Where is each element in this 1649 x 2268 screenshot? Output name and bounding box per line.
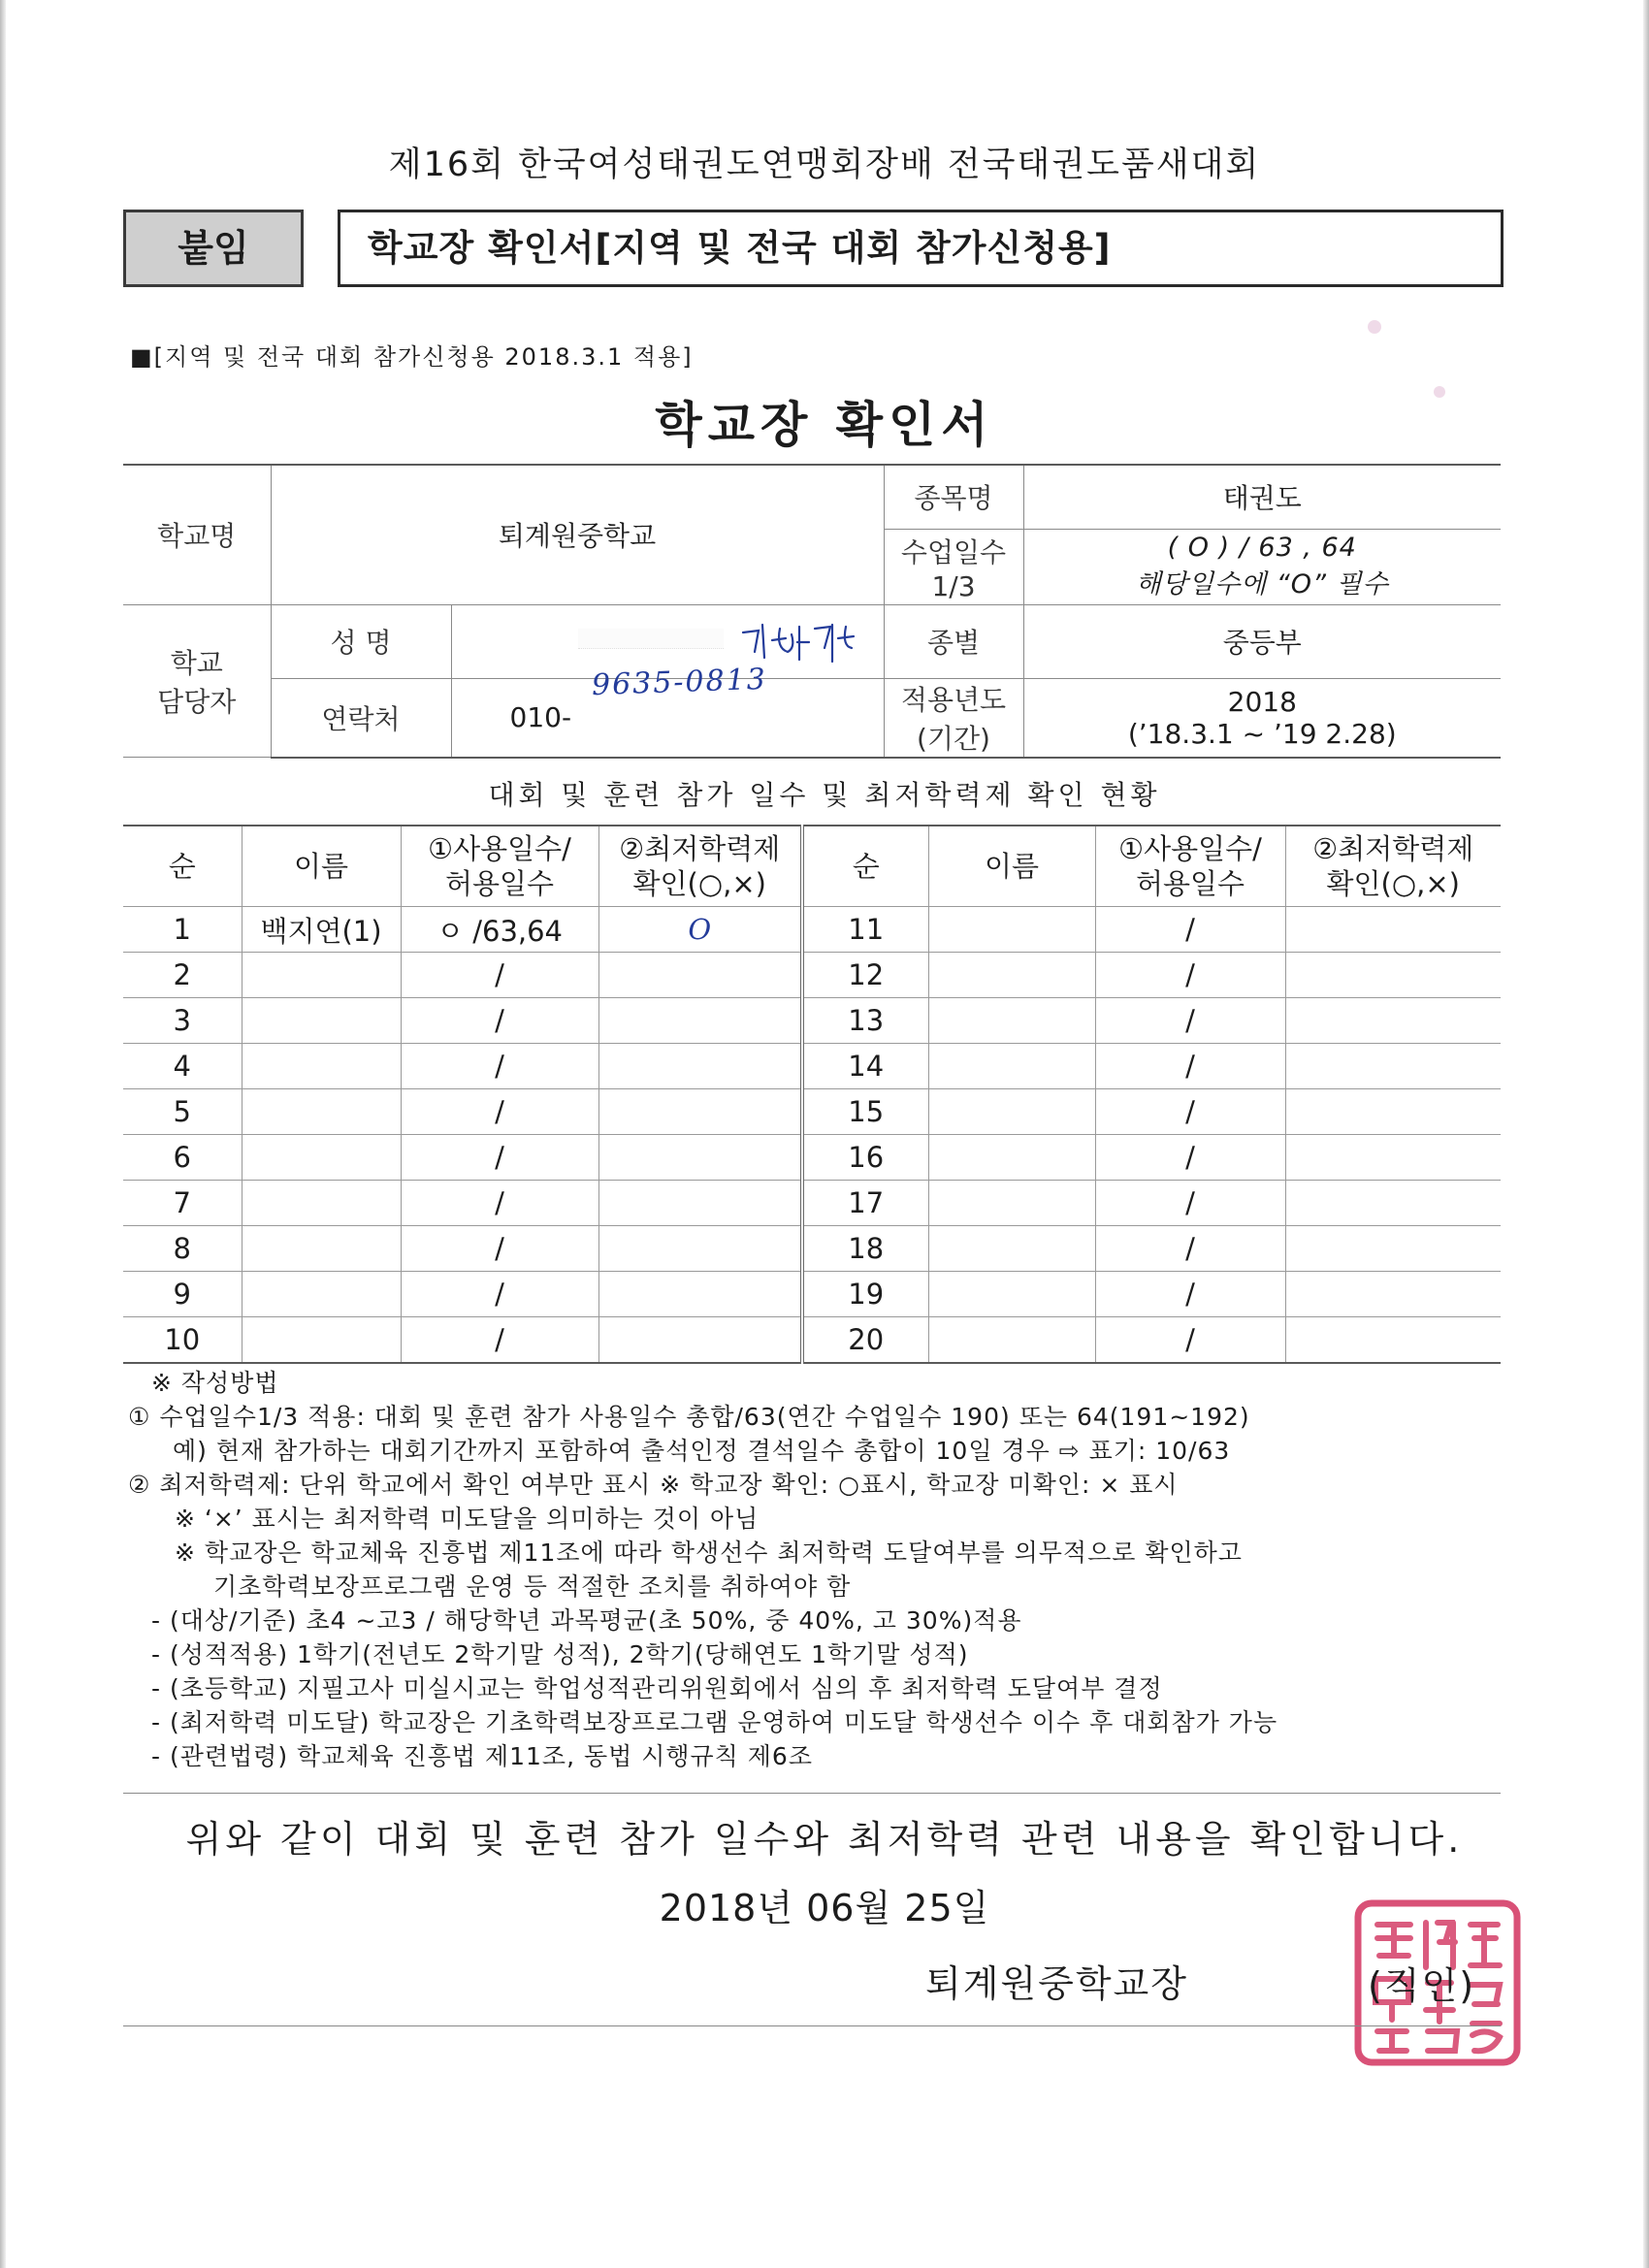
row-days: /	[401, 1272, 598, 1317]
participation-table	[123, 825, 1501, 1364]
writing-instructions	[128, 1366, 1525, 1773]
row-academic	[598, 1226, 802, 1272]
ink-smudge	[1368, 320, 1381, 334]
row-days: /	[1095, 1272, 1285, 1317]
row-name	[928, 1272, 1095, 1317]
row-days: /	[1095, 953, 1285, 998]
notes-line: ① 수업일수1/3 적용: 대회 및 훈련 참가 사용일수 총합/63(연간 수업일수 190) 또는 64(191~192)	[128, 1403, 1250, 1431]
table-row	[123, 1044, 1501, 1089]
row-name: 백지연(1)	[242, 907, 401, 953]
row-number: 11	[802, 907, 928, 953]
class-days-label-line2: 1/3	[931, 569, 976, 602]
division-value: 중등부	[1023, 604, 1501, 678]
signature-date: 2018년 06월 25일	[659, 1887, 990, 1929]
row-academic	[598, 1089, 802, 1135]
notes-line: 예) 현재 참가하는 대회기간까지 포함하여 출석인정 결석일수 총합이 10일 경우 ⇨ 표기: 10/63	[173, 1437, 1231, 1465]
row-academic: O	[598, 907, 802, 953]
row-days: /	[1095, 1317, 1285, 1364]
school-name-value: 퇴계원중학교	[271, 465, 884, 604]
sport-label: 종목명	[884, 465, 1023, 529]
header-days	[1095, 826, 1285, 907]
divider	[123, 2025, 1501, 2026]
row-academic	[598, 1044, 802, 1089]
row-number: 8	[123, 1226, 242, 1272]
header-days	[401, 826, 598, 907]
row-academic	[1285, 1272, 1501, 1317]
row-academic	[1285, 1317, 1501, 1364]
row-number: 7	[123, 1181, 242, 1226]
row-days: /	[401, 1135, 598, 1181]
year-label-line2: (기간)	[917, 722, 990, 755]
attachment-label: 붙임	[123, 210, 304, 287]
row-academic	[1285, 953, 1501, 998]
row-number: 9	[123, 1272, 242, 1317]
contact-person-label	[123, 604, 271, 758]
row-number: 3	[123, 998, 242, 1044]
year-label-line1: 적용년도	[900, 683, 1007, 716]
row-number: 16	[802, 1135, 928, 1181]
confirmation-sentence: 위와 같이 대회 및 훈련 참가 일수와 최저학력 관련 내용을 확인합니다.	[185, 1818, 1464, 1861]
divider	[123, 1793, 1501, 1794]
row-name	[928, 1044, 1095, 1089]
header-name: 이름	[928, 826, 1095, 907]
year-label	[884, 678, 1023, 758]
redacted-area	[578, 629, 724, 649]
year-value-line1: 2018	[1227, 685, 1297, 718]
notes-line: 기초학력보장프로그램 운영 등 적절한 조치를 취하여야 함	[213, 1572, 852, 1601]
table-row	[123, 1272, 1501, 1317]
status-title: 대회 및 훈련 참가 일수 및 최저학력제 확인 현황	[488, 779, 1161, 811]
table-row	[123, 1226, 1501, 1272]
school-name-label: 학교명	[123, 465, 271, 604]
contact-person-label-line1: 학교	[170, 646, 223, 679]
row-name	[242, 1272, 401, 1317]
sport-value: 태권도	[1023, 465, 1501, 529]
header-academic-line2: 확인(○,×)	[1326, 867, 1460, 900]
row-days: /	[401, 1044, 598, 1089]
row-number: 14	[802, 1044, 928, 1089]
header-academic-line2: 확인(○,×)	[632, 867, 766, 900]
row-name	[242, 1044, 401, 1089]
row-name	[928, 953, 1095, 998]
handwritten-phone: 9635-0813	[591, 662, 768, 703]
main-title: 학교장 확인서	[655, 397, 994, 453]
row-number: 6	[123, 1135, 242, 1181]
row-name	[242, 1181, 401, 1226]
row-academic	[598, 953, 802, 998]
seal-label: (직인)	[1368, 1964, 1476, 2007]
notes-line: - (초등학교) 지필고사 미실시교는 학업성적관리위원회에서 심의 후 최저학력 도달여부 결정	[151, 1674, 1163, 1702]
row-name	[242, 953, 401, 998]
row-number: 5	[123, 1089, 242, 1135]
table-row	[123, 907, 1501, 953]
notes-line: ② 최저학력제: 단위 학교에서 확인 여부만 표시 ※ 학교장 확인: ○표시, 학교장 미확인: × 표시	[128, 1471, 1179, 1499]
row-number: 18	[802, 1226, 928, 1272]
row-name	[928, 1226, 1095, 1272]
row-days: ㅇ /63,64	[401, 907, 598, 953]
row-days: /	[1095, 1181, 1285, 1226]
row-days: /	[1095, 907, 1285, 953]
class-days-label	[884, 529, 1023, 604]
row-academic	[1285, 1044, 1501, 1089]
row-academic	[598, 1317, 802, 1364]
row-number: 17	[802, 1181, 928, 1226]
table-row	[123, 1317, 1501, 1364]
header-academic	[598, 826, 802, 907]
row-days: /	[1095, 1044, 1285, 1089]
row-academic	[1285, 1226, 1501, 1272]
row-academic	[1285, 907, 1501, 953]
row-academic	[1285, 998, 1501, 1044]
notes-line: - (최저학력 미도달) 학교장은 기초학력보장프로그램 운영하여 미도달 학생선수 이수 후 대회참가 가능	[151, 1708, 1278, 1736]
document-title: 학교장 확인서[지역 및 전국 대회 참가신청용]	[338, 210, 1504, 287]
row-number: 19	[802, 1272, 928, 1317]
row-name	[242, 1135, 401, 1181]
event-title: 제16회 한국여성태권도연맹회장배 전국태권도품새대회	[388, 146, 1261, 184]
row-name	[928, 1181, 1095, 1226]
row-academic	[1285, 1089, 1501, 1135]
notes-line: - (대상/기준) 초4 ~고3 / 해당학년 과목평균(초 50%, 중 40%, 고 30%)적용	[151, 1606, 1022, 1635]
class-days-label-line1: 수업일수	[900, 535, 1007, 568]
row-name	[928, 998, 1095, 1044]
header-days-line1: ①사용일수/	[1118, 832, 1262, 865]
row-name	[242, 998, 401, 1044]
row-academic	[1285, 1135, 1501, 1181]
phone-label: 연락처	[271, 678, 451, 758]
row-name	[242, 1226, 401, 1272]
header-no: 순	[802, 826, 928, 907]
header-days-line1: ①사용일수/	[428, 832, 571, 865]
header-academic-line1: ②최저학력제	[619, 832, 781, 865]
row-days: /	[1095, 1089, 1285, 1135]
class-days-value-line1: ( O ) / 63 , 64	[1167, 533, 1357, 563]
row-academic	[598, 1181, 802, 1226]
table-row	[123, 1135, 1501, 1181]
notes-heading: ※ 작성방법	[151, 1369, 279, 1397]
header-academic	[1285, 826, 1501, 907]
division-label: 종별	[884, 604, 1023, 678]
row-academic	[598, 1272, 802, 1317]
row-name	[242, 1317, 401, 1364]
row-name	[928, 1135, 1095, 1181]
table-row	[123, 1089, 1501, 1135]
row-days: /	[401, 953, 598, 998]
header-no: 순	[123, 826, 242, 907]
table-row	[123, 953, 1501, 998]
row-number: 15	[802, 1089, 928, 1135]
row-days: /	[401, 1089, 598, 1135]
row-number: 13	[802, 998, 928, 1044]
row-number: 10	[123, 1317, 242, 1364]
info-table	[123, 464, 1501, 759]
row-academic	[598, 1135, 802, 1181]
row-number: 2	[123, 953, 242, 998]
section-note: ■[지역 및 전국 대회 참가신청용 2018.3.1 적용]	[130, 343, 694, 371]
row-days: /	[401, 998, 598, 1044]
row-name	[928, 1089, 1095, 1135]
notes-line: - (관련법령) 학교체육 진흥법 제11조, 동법 시행규칙 제6조	[151, 1742, 813, 1770]
notes-line: ※ 학교장은 학교체육 진흥법 제11조에 따라 학생선수 최저학력 도달여부를 의무적으로 확인하고	[175, 1539, 1243, 1567]
row-days: /	[1095, 1135, 1285, 1181]
row-number: 1	[123, 907, 242, 953]
row-days: /	[401, 1226, 598, 1272]
row-days: /	[401, 1181, 598, 1226]
table-row	[123, 998, 1501, 1044]
row-number: 20	[802, 1317, 928, 1364]
row-name	[242, 1089, 401, 1135]
contact-person-label-line2: 담당자	[157, 685, 237, 718]
year-value	[1023, 678, 1501, 758]
notes-line: ※ ‘×’ 표시는 최저학력 미도달을 의미하는 것이 아님	[175, 1505, 760, 1533]
class-days-value-line2: 해당일수에 “O” 필수	[1135, 569, 1389, 599]
row-academic	[598, 998, 802, 1044]
year-period: (’18.3.1 ~ ’19 2.28)	[1127, 717, 1397, 750]
header-academic-line1: ②최저학력제	[1312, 832, 1474, 865]
row-days: /	[1095, 998, 1285, 1044]
row-number: 4	[123, 1044, 242, 1089]
class-days-value	[1023, 529, 1501, 604]
row-name	[928, 1317, 1095, 1364]
name-label: 성 명	[271, 604, 451, 678]
row-name	[928, 907, 1095, 953]
row-days: /	[1095, 1226, 1285, 1272]
row-academic	[1285, 1181, 1501, 1226]
row-days: /	[401, 1317, 598, 1364]
header-days-line2: 허용일수	[444, 867, 555, 900]
row-number: 12	[802, 953, 928, 998]
header-name: 이름	[242, 826, 401, 907]
notes-line: - (성적적용) 1학기(전년도 2학기말 성적), 2학기(당해연도 1학기말 성적)	[151, 1640, 969, 1669]
phone-value: 010-	[451, 678, 884, 758]
header-days-line2: 허용일수	[1135, 867, 1245, 900]
principal-title: 퇴계원중학교장	[925, 1962, 1188, 2005]
table-row	[123, 1181, 1501, 1226]
